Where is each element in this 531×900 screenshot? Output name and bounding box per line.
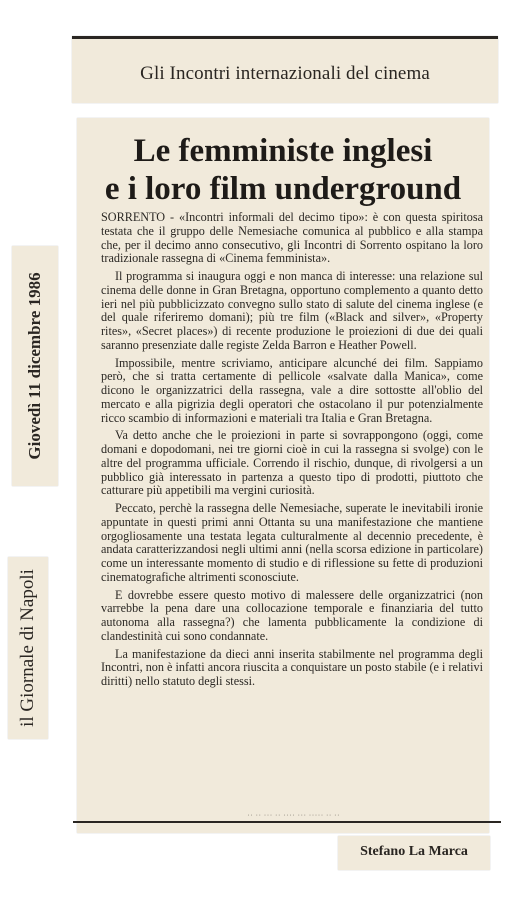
byline-clipping [338, 836, 490, 870]
publication-date: Giovedì 11 dicembre 1986 [25, 272, 44, 460]
bottom-rule [73, 821, 501, 823]
kicker-clipping [72, 36, 498, 103]
article-paragraph: Va detto anche che le proiezioni in parte si sovrappongono (oggi, come domani e dopodomani, nei tre giorni cioè in cui la rassegna si svolge) con le altre del programma ufficiale. Correndo il rischio, dunque, di rivolgersi a un pubblico già interessato in partenza a questo tipo di prodotti, piuttoto che catturare più appetibili ma vergini curiosità. [101, 428, 483, 498]
article-paragraph: E dovrebbe essere questo motivo di malessere delle organizzatrici (non varrebbe la pena dare una collocazione temporale e finanziaria del tutto autonoma alla rassegna?) che lamenta pubblicamente la condizione di clandestinità cui sono condannate. [101, 587, 483, 643]
headline [83, 132, 483, 208]
article-clipping [77, 118, 489, 833]
bleed-through-text: ·· ·· ··· ·· ···· ··· ····· ·· ·· [247, 810, 340, 820]
headline-line-2: e i loro film underground [104, 171, 462, 207]
article-paragraph: Il programma si inaugura oggi e non manca di interesse: una relazione sul cinema delle donne in Gran Bretagna, opportuno complemento a quanto detto ieri nel più pubblicizzato convegno sullo stato di salute del cinema inglese (e del quale riferiremo domani); più tre film («Black and silver», «Property rites», «Secret places») di recente produzione le proiezioni di due dei quali saranno presenziate dalle registe Zelda Barron e Heather Powell. [101, 269, 483, 352]
newspaper-name: il Giornale di Napoli [17, 569, 38, 727]
article-paragraph: SORRENTO - «Incontri informali del decimo tipo»: è con questa spiritosa testata che il gruppo delle Nemesiache comunica al pubblico e alla stampa che, per il decimo anno consecutivo, gli Incontri di Sorrento ospitano la loro tradizionale rassegna di «Cinema femminista». [101, 210, 483, 266]
article-body [101, 211, 483, 693]
article-paragraph: Impossibile, mentre scriviamo, anticipare alcunché dei film. Sappiamo però, che si tratta certamente di pellicole «salvate dalla Manica», come dicono le organizzatrici della rassegna, vale a dire sottostte all'oblio del mercato e alla pigrizia degli operatori che ostacolano il pur potenzialmente ricco scambio di informazioni e materiali tra Italia e Gran Bretagna. [101, 355, 483, 425]
kicker-title: Gli Incontri internazionali del cinema [140, 63, 430, 84]
author-byline: Stefano La Marca [360, 844, 468, 859]
article-paragraph: Peccato, perchè la rassegna delle Nemesiache, superate le inevitabili ironie appuntate in questi primi anni Ottanta su una manifestazione che mantiene orgogliosamente una testata legata culturalmente al decennio precedente, è andata caratterizzandosi negli ultimi anni (nella scorsa edizione in particolare) come un interessante momento di studio e di riflessione su fette di produzioni cinematografiche altrimenti sconosciute. [101, 501, 483, 584]
headline-line-1: Le femministe inglesi [133, 133, 433, 169]
date-clipping [12, 246, 58, 486]
newspaper-clipping [8, 557, 48, 739]
article-paragraph: La manifestazione da dieci anni inserita stabilmente nel programma degli Incontri, non è infatti ancora riuscita a conquistare un posto stabile (e i relativi diritti) nello statuto degli stessi. [101, 646, 483, 688]
